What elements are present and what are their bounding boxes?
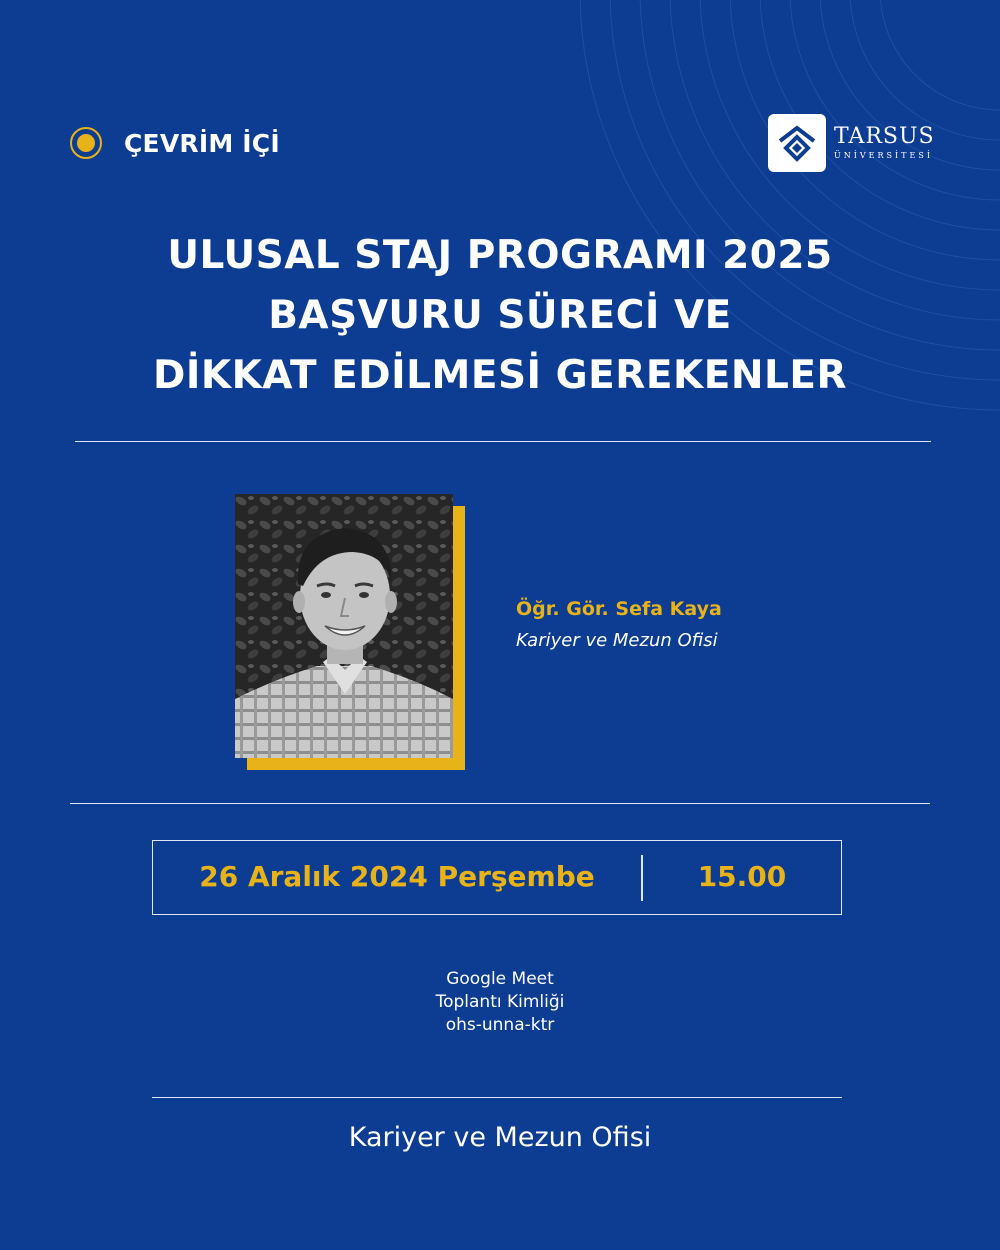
online-label: ÇEVRİM İÇİ — [124, 128, 280, 158]
logo-subtitle: ÜNİVERSİTESİ — [834, 151, 933, 160]
divider-top — [75, 441, 931, 442]
meeting-info — [0, 968, 1000, 1037]
event-date: 26 Aralık 2024 Perşembe — [199, 860, 595, 893]
meeting-id: ohs-unna-ktr — [445, 1015, 555, 1035]
event-time: 15.00 — [697, 860, 787, 893]
event-title — [0, 226, 1000, 406]
footer-organizer: Kariyer ve Mezun Ofisi — [348, 1122, 652, 1153]
meeting-platform: Google Meet — [446, 969, 554, 989]
divider-middle — [70, 803, 930, 804]
tarsus-emblem-icon — [768, 114, 826, 172]
title-line-3: DİKKAT EDİLMESİ GEREKENLER — [152, 353, 847, 398]
divider-bottom — [152, 1097, 842, 1098]
meeting-id-label: Toplantı Kimliği — [435, 992, 565, 1012]
speaker-name: Öğr. Gör. Sefa Kaya — [516, 598, 722, 620]
title-line-2: BAŞVURU SÜRECİ VE — [268, 293, 732, 338]
speaker-role: Kariyer ve Mezun Ofisi — [516, 630, 718, 651]
logo-name: TARSUS — [834, 124, 935, 149]
online-dot-icon — [70, 127, 102, 159]
speaker-photo — [235, 494, 453, 758]
university-logo — [768, 114, 935, 172]
online-indicator — [70, 127, 280, 159]
title-line-1: ULUSAL STAJ PROGRAMI 2025 — [167, 233, 833, 278]
date-time-box — [152, 840, 842, 915]
